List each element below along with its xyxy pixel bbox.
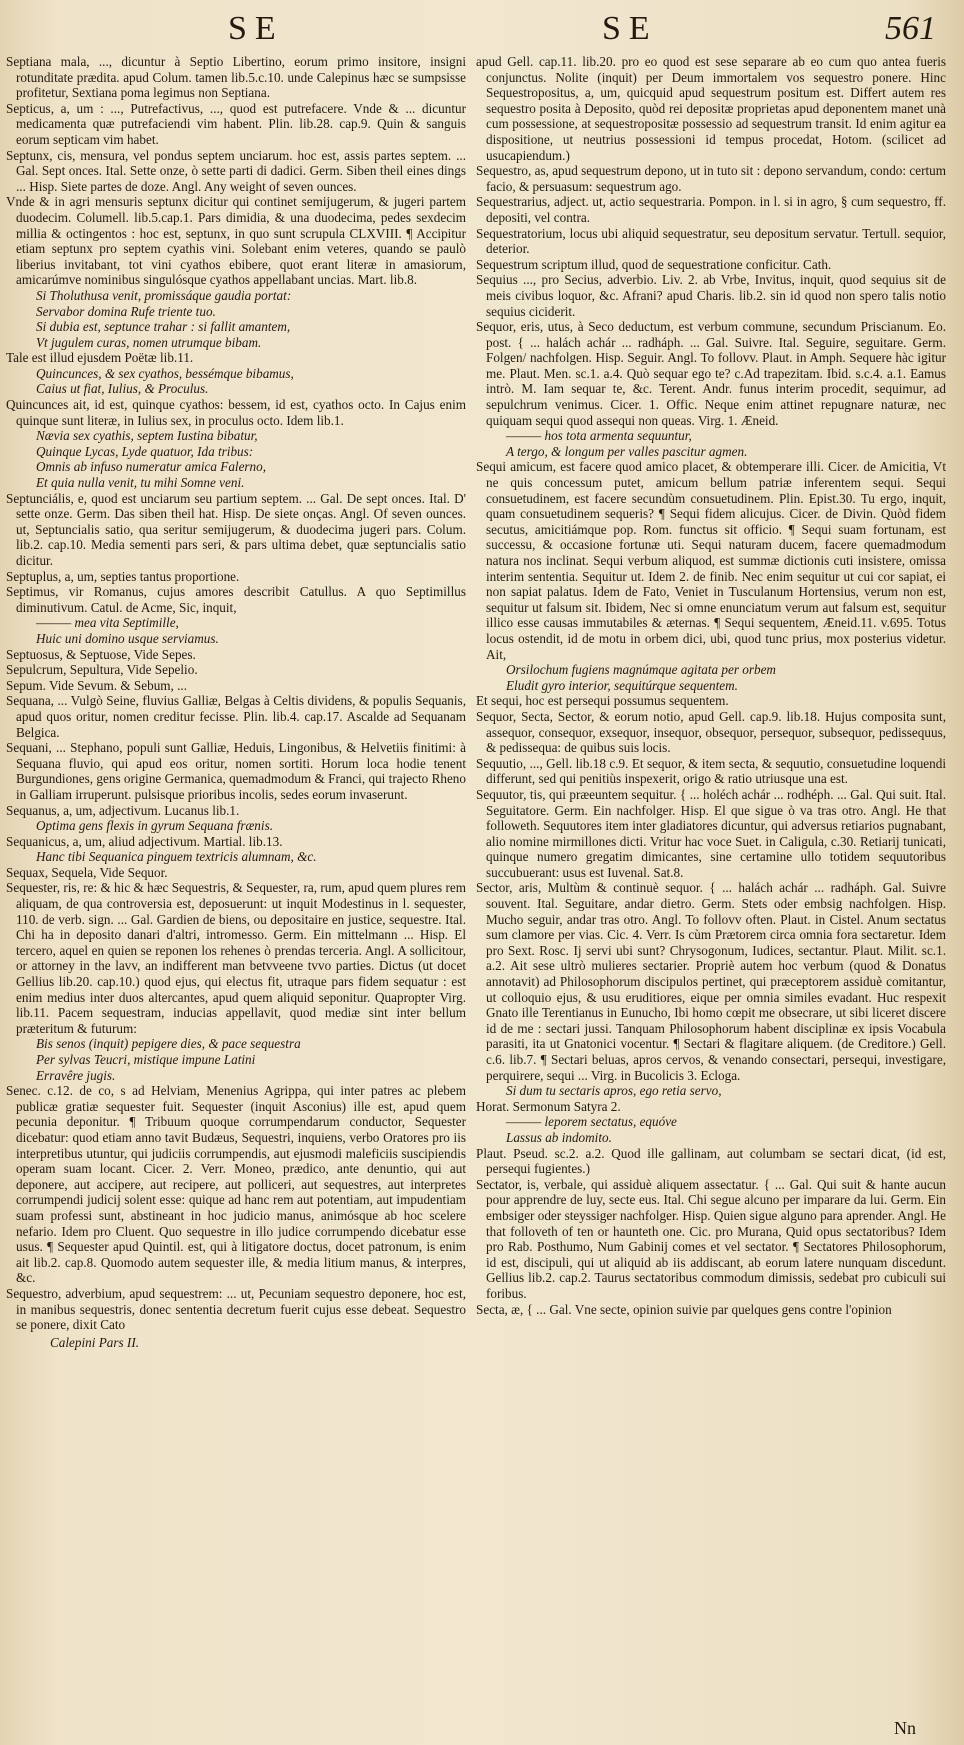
verse-line: Eludit gyro interior, sequitúrque sequentem. [506, 677, 738, 693]
dictionary-entry: Sequester, ris, re: & hic & hæc Sequestris, & Sequester, ra, rum, apud quem plures rem aliquam, de qua controversia est, deposuerunt: ut inquit Modestinus in l. sequester, 110. de verb. sign. ... Gal. Gardien de biens, ou depositaire en justice, sequestre. Ital. Chi ha in deposito danari d'altri, intromesso. Germ. Ein mittelmann ... Hisp. El tercero, aquel en quien se reponen los rehenes ò prendas terceria. Angl. A sollicitour, or attorney in the lavv, an indifferent man betvveene tvvo parties. Dictus (ut docet Gellius lib.20. cap.10.) quod ejus, qui electus fit, utraque pars fidem sequatur : est enim medius inter duos altercantes, apud quem aliquid seponitur. Quapropter Virg. lib.11. Pacem sequestram, inducias appellavit, quod mediæ sint inter bellum præteritum & futurum: [6, 880, 466, 1036]
dictionary-entry: Sequutor, tis, qui præeuntem sequitur. { ... holéch achár ... rodhéph. ... Gal. Qui suit. Ital. Seguitatore. Germ. Ein nachfolger. Hisp. El que sigue ò va tras otro. Angl. He that followeth. Sequutores item inter gladiatores dicuntur, qui adversus retiarios pugnabant, alio nomine mirmillones dicti. Vritur hac voce Suet. in Caligula, c.30. Retiarij tunicati, quinque numero gregatim dimicantes, sine certamine ullo totidem sequutoribus succubuerant: usus est Iuvenal. Sat.8. [476, 786, 946, 880]
verse-line: Bis senos (inquit) pepigere dies, & pace sequestra [36, 1036, 301, 1052]
dictionary-entry: Sequestro, adverbium, apud sequestrem: ... ut, Pecuniam sequestro deponere, hoc est, in manibus sequestris, donec sententia decretum fuerit cujus esse debeat. Sequestro se ponere, dixit Cato [6, 1285, 466, 1333]
dictionary-entry: apud Gell. cap.11. lib.20. pro eo quod est sese separare ab eo cum quo antea fueris conjunctus. Nolite (inquit) per Deum immortalem vos sequestro ponere. Hinc Sequestropositus, a, um, quicquid apud sequestrum positum est. Differt autem res sequestro posita à Deposito, quòd rei depositæ proprietas apud deponentem manet unà cum possessione, at sequestropositæ possessio ad sequestrum transit. Id enim agitur ea dispositione, ut neutrius possessioni id tempus procedat, Hotom. (scilicet ad usucapiendum.) [476, 54, 946, 163]
verse-line: Servabor domina Rufe triente tuo. [36, 303, 216, 319]
verse-line: Hanc tibi Sequanica pinguem textricis alumnam, &c. [36, 849, 317, 865]
dictionary-entry: Sequana, ... Vulgò Seine, fluvius Galliæ, Belgas à Celtis dividens, & populis Sequanis, apud quos oritur, nomen creditur fecisse. Plin. lib.4. cap.17. Ascalde ad Sequanam Belgica. [6, 693, 466, 740]
dictionary-entry: Sepulcrum, Sepultura, Vide Sepelio. [6, 662, 198, 678]
dictionary-entry: Sequestratorium, locus ubi aliquid sequestratur, seu depositum servatur. Tertull. sequior, deterior. [476, 225, 946, 257]
dictionary-entry: Quincunces ait, id est, quinque cyathos: bessem, id est, cyathos octo. In Cajus enim quinque sunt literæ, in Iulius sex, in proculus octo. Idem lib.1. [6, 397, 466, 428]
dictionary-entry: Sequax, Sequela, Vide Sequor. [6, 864, 168, 880]
dictionary-entry: Tale est illud ejusdem Poëtæ lib.11. [6, 350, 194, 366]
dictionary-entry: Sequor, eris, utus, à Seco deductum, est verbum commune, secundum Priscianum. Eo. post. { ... halách achár ... radháph. ... Gal. Suivre. Ital. Seguire, seguitare. Germ. Folgen/ nachfolgen. Hisp. Seguir. Angl. To follovv. Plaut. in Amph. Sequere hàc igitur me. Plaut. Men. sc.1. a.4. Quò sequar ego te? c.Ad trapezitam. Ibid. s.c.4. a.1. Eamus intrò. M. Iam sequar te, &c. Terent. Andr. funus interim procedit, sequimur, ad sepulchrum venimus. Cicer. 1. Offic. Neque enim attinet repugnare naturæ, nec quiquam sequi quod assequi non queas. Virg. 1. Æneid. [476, 319, 946, 428]
verse-line: Orsilochum fugiens magnúmque agitata per orbem [506, 662, 776, 678]
dictionary-entry: Plaut. Pseud. sc.2. a.2. Quod ille gallinam, aut columbam se sectari dicat, (id est, persequi fugientes.) [476, 1145, 946, 1177]
verse-line: ——— mea vita Septimille, [36, 615, 179, 631]
verse-line: Si dum tu sectaris apros, ego retia servo, [506, 1083, 722, 1099]
verse-line: Optima gens flexis in gyrum Sequana frænis. [36, 818, 273, 834]
dictionary-entry: Sector, aris, Multùm & continuè sequor. { ... halách achár ... radháph. Gal. Suivre souvent. Ital. Seguitare, andar dietro. Germ. Stets oder embsig nachfolgen. Hisp. Mucho seguir, andar tras otro. Angl. To follovv often. Plaut. in Cistel. Anum sectatus sum clamore per vias. Cic. 4. Verr. Is cùm Prætorem circa omnia fora sectaretur. Idem pro Sext. Rosc. Ij servi ubi sunt? Chrysogonum, Iudices, sectantur. Plaut. Milit. sc.1. a.2. Ait sese ultrò mulieres sectarier. Propriè autem hoc verbum (quod & Donatus annotavit) ad Philosophorum discipulos pertinet, qui præceptorem assiduè comitantur, ut colloquio ejus, & usu eruditiores, eique per omnia similes evadant. Huc respexit Gnato ille Terentianus in Eunucho, Ibi homo cœpit me obsecrare, ut sibi liceret discere id de me : sectari jussi. Tanquam Philosophorum habent disciplinæ ex ipsis Vocabula parasiti, ita ut Gnatonici vocentur. ¶ Sectari & flagitare aliquem. (de Creditore.) Gell. c.6. lib.7. ¶ Sectari beluas, apros cervos, & venando consectari, persequi, investigare, perquirere, sequi ... Virg. in Bucolicis 3. Ecloga. [476, 880, 946, 1083]
dictionary-entry: Horat. Sermonum Satyra 2. [476, 1098, 621, 1114]
running-head-left: SE [228, 10, 284, 47]
dictionary-entry: Secta, æ, { ... Gal. Vne secte, opinion suivie par quelques gens contre l'opinion [476, 1301, 892, 1317]
dictionary-entry: Vnde & in agri mensuris septunx dicitur qui continet semijugerum, & jugeri partem duodecim. Columell. lib.5.cap.1. Pars dimidia, & una duodecima, pedes sexdecim millia & octingentos : hoc est, septunx, in quo sunt scrupula CLXVIII. ¶ Accipitur etiam septunx pro septem cyathis vini. Solebant enim veteres, quando se paulò liberius invitabant, tot vini cyathos ebibere, quot erant literæ in amasiorum, amicarúmve nominibus singulósque cyathos appellabant uncias. Mart. lib.8. [6, 194, 466, 288]
text-columns [6, 54, 952, 1745]
verse-line: Omnis ab infuso numeratur amica Falerno, [36, 459, 267, 475]
dictionary-entry: Senec. c.12. de co, s ad Helviam, Menenius Agrippa, qui inter patres ac plebem publicæ gratiæ sequester fuit. Sequester (inquit Asconius) ille est, apud quem pecunia deponitur. ¶ Tribuum quoque corrumpendarum conductor, Sequester dicebatur: quod etiam anno tavit Budæus, Sequestri, inquiens, verbo Oratores pro iis interpretibus utuntur, qui judiciis corrumpendis, aut ejusmodi maleficiis suscipiendis operam suam locant. Cicer. 2. Verr. Moneo, prædico, ante denuntio, qui aut deponere, aut accipere, aut recipere, aut polliceri, aut sequestres, aut interpretes corrumpendi judicij solent esse: quique ad hanc rem aut potentiam, aut impudentiam suam professi sunt, abstineant in hoc judicio manus, animósque ab hoc scelere nefario. Idem pro Cluent. Quo sequestre in illo judice corrumpendo dicebatur esse usus. ¶ Sequester apud Quintil. est, qui à litigatore doctus, docet patronum, is enim ait lib.2. cap.8. Quomodo autem sequester ille, & media litium manus, & interpres, &c. [6, 1083, 466, 1286]
verse-line: A tergo, & longum per valles pascitur agmen. [506, 443, 748, 459]
dictionary-entry: Septuosus, & Septuose, Vide Sepes. [6, 646, 196, 662]
dictionary-entry: Septuplus, a, um, septies tantus proportione. [6, 568, 240, 584]
dictionary-entry: Sectator, is, verbale, qui assiduè aliquem assectatur. { ... Gal. Qui suit & hante aucun pour apprendre de luy, secte eus. Ital. Chi segue alcuno per imparare da lui. Germ. Ein embsiger oder steyssiger nachfolger. Hisp. Quien sigue alguno para aprender. Angl. He that folloveth of ten or haunteth one. Cic. pro Murana, Quid opus sectatoribus? Idem pro Rab. Posthumo, Num Gabinij comes et vel sectator. ¶ Sectatores Philosophorum, id est, discipuli, qui ut aliquid ab iis addiscant, ab eorum latere nunquam discedunt. Gellius lib.2. cap.2. Taurus sectatoribus commodum dimissis, sedebat pro cubiculi sui foribus. [476, 1176, 946, 1301]
page-header [6, 10, 948, 54]
dictionary-entry: Sequanicus, a, um, aliud adjectivum. Martial. lib.13. [6, 833, 283, 849]
verse-line: ——— hos tota armenta sequuntur, [506, 428, 692, 444]
verse-line: Caius ut fiat, Iulius, & Proculus. [36, 381, 209, 397]
press-mark: Nn [894, 1718, 916, 1738]
page-number: 561 [885, 10, 936, 47]
verse-line: ——— leporem sectatus, equóve [506, 1114, 677, 1130]
verse-line: Si dubia est, septunce trahar : si fallit amantem, [36, 319, 291, 335]
dictionary-entry: Sepum. Vide Sevum. & Sebum, ... [6, 677, 188, 693]
left-column [6, 54, 466, 1745]
dictionary-entry: Septunciális, e, quod est unciarum seu partium septem. ... Gal. De sept onces. Ital. D' sette onze. Germ. Das siben theil hat. Hisp. De siete onças. Angl. Of seven ounces. ut, Septuncialis satio, qua seritur semijugerum, & duodecima jugeri pars. Colum. lib.2. cap.10. Media sementi pars seri, & pars ultima debet, quæ septuncialis satio dicitur. [6, 490, 466, 568]
dictionary-entry: Sequor, Secta, Sector, & eorum notio, apud Gell. cap.9. lib.18. Hujus composita sunt, assequor, consequor, exsequor, insequor, obsequor, persequor, subsequor, pedissequus, & pedissequa: de quibus suis locis. [476, 708, 946, 756]
dictionary-entry: Sequani, ... Stephano, populi sunt Galliæ, Heduis, Lingonibus, & Helvetiis finitimi: à Sequana fluvio, qui apud eos oritur, nomen sortiti. Horum loca hodie tenent Burgundiones, gens origine Germanica, quemadmodum & Franci, qui trajecto Rheno in Galliam irruperunt. pulsisque prioribus incolis, sedes eorum invaserunt. [6, 740, 466, 802]
verse-line: Huic uni domino usque serviamus. [36, 630, 219, 646]
dictionary-entry: Septicus, a, um : ..., Putrefactivus, ..., quod est putrefacere. Vnde & ... dicuntur medicamenta quæ putrefaciendi vim habent. Plin. lib.28. cap.9. Quin & sanguis eorum septicam vim habet. [6, 100, 466, 147]
verse-line: Si Tholuthusa venit, promissáque gaudia portat: [36, 287, 292, 303]
dictionary-entry: Septimus, vir Romanus, cujus amores describit Catullus. A quo Septimillus diminutivum. Catul. de Acme, Sic, inquit, [6, 584, 466, 615]
verse-line: Nævia sex cyathis, septem Iustina bibatur, [36, 428, 258, 444]
verse-line: Et quia nulla venit, tu mihi Somne veni. [36, 475, 245, 491]
verse-line: Quincunces, & sex cyathos, bessémque bibamus, [36, 365, 294, 381]
verse-line: Quinque Lycas, Lyde quatuor, Ida tribus: [36, 443, 254, 459]
dictionary-entry: Sequanus, a, um, adjectivum. Lucanus lib.1. [6, 802, 240, 818]
verse-line: Per sylvas Teucri, mistique impune Latini [36, 1052, 256, 1067]
dictionary-entry: Sequutio, ..., Gell. lib.18 c.9. Et sequor, & item secta, & sequutio, consuetudine loquendi differunt, sed qui penitiùs inspexerit, origo & ratio utriusque una est. [476, 755, 946, 787]
verse-line: Lassus ab indomito. [506, 1129, 612, 1145]
verse-line: Vt jugulem curas, nomen utrumque bibam. [36, 334, 262, 350]
right-column [476, 54, 946, 1745]
dictionary-entry: Sequestrarius, adject. ut, actio sequestraria. Pompon. in l. si in agro, § cum sequestro, ff. depositi, vel contra. [476, 194, 946, 225]
dictionary-entry: Et sequi, hoc est persequi possumus sequentem. [476, 693, 729, 709]
dictionary-entry: Sequi amicum, est facere quod amico placet, & obtemperare illi. Cicer. de Amicitia, Vt ne quis concessum putet, amicum bellum patriæ inferentem sequi. Sequi consuetudinem, est facere secundùm consuetudinem. Plin. Epist.30. Tu ergo, inquit, quam consuetudinem sequeris? ¶ Sequi fidem alicujus. Cicer. de Divin. Quòd fidem secutus, amicitiámque pop. Rom. functus sit officio. ¶ Sequi suam fortunam, est successu, & occasione fortunæ uti. Sequi naturam ducem, facere quemadmodum natura nos inclinat. Sequi verbum aliquod, est summæ dictionis cuti insistere, omissa interim sententia. Sequitur ut. Idem 2. de finib. Nec enim sequitur ut cui cor sapiat, ei non sapiat palatus. Idem de Fato, Veniet in Tusculanum Hortensius, verum non est, sequitur ut falsum sit. Ibidem, Nec si omne enunciatum verum aut falsum est, sequitur illico esse causas immutabiles & æternas. ¶ Sequi sequentem, Æneid.11. v.695. Totus locus ostendit, id de motu in orbem dici, ubi, quod tunc prius, mox posterius videtur. Ait, [476, 459, 946, 662]
dictionary-entry: Sequius ..., pro Secius, adverbio. Liv. 2. ab Vrbe, Invitus, inquit, quod sequius sit de meis civibus loquor, &c. Afrani? apud Charis. lib.2. sin id quod non spero talis notio sequius ciciderit. [476, 272, 946, 319]
dictionary-entry: Septiana mala, ..., dicuntur à Septio Libertino, eorum primo insitore, insigni rotunditate prædita. apud Colum. tamen lib.5.c.10. unde Calepinus hæc se sumpsisse profitetur, Sextiana poma legimus non Septiana. [6, 54, 466, 101]
verse-line: Erravêre jugis. [36, 1067, 116, 1083]
dictionary-entry: Sequestro, as, apud sequestrum depono, ut in tuto sit : depono servandum, condo: certum facio, & persuasum: sequestrum ago. [476, 163, 946, 194]
dictionary-entry: Sequestrum scriptum illud, quod de sequestratione conficitur. Cath. [476, 256, 832, 272]
dictionary-entry: Septunx, cis, mensura, vel pondus septem unciarum. hoc est, assis partes septem. ... Gal. Sept onces. Ital. Sette onze, ò sette parti di dadici. Germ. Siben theil eines dings ... Hisp. Siete partes de doze. Angl. Any weight of seven ounces. [6, 147, 466, 194]
signature-line: Calepini Pars II. [50, 1334, 140, 1350]
running-head-right: SE [602, 10, 658, 47]
